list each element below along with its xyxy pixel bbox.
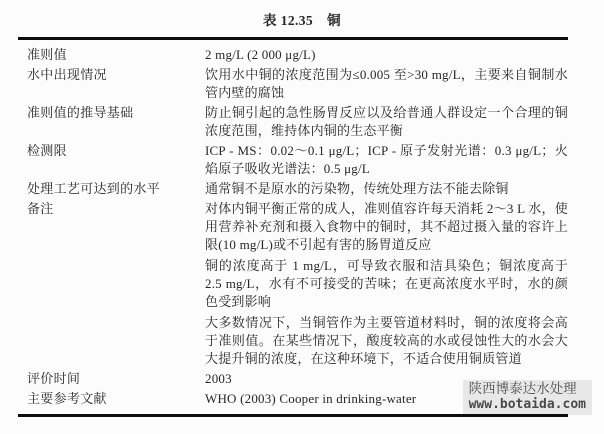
table-row-derivation-basis xyxy=(18,103,568,141)
table-row-detection-limit xyxy=(18,141,568,179)
table-row-assessment-date xyxy=(18,369,568,389)
row-label: 备注 xyxy=(27,201,54,216)
row-value xyxy=(205,200,568,368)
row-value-text: 饮用水中铜的浓度范围为≤0.005 至>30 mg/L，主要来自铜制水管内壁的腐蚀 xyxy=(205,67,568,100)
table-row-main-reference xyxy=(18,389,568,409)
table-row-guideline-value xyxy=(18,45,568,65)
table-row-remarks xyxy=(18,199,568,369)
row-label: 准则值的推导基础 xyxy=(27,105,134,120)
row-label: 水中出现情况 xyxy=(27,67,107,82)
row-value-text: 防止铜引起的急性肠胃反应以及给普通人群设定一个合理的铜浓度范围，维持体内铜的生态平衡 xyxy=(205,105,568,138)
row-label: 评价时间 xyxy=(27,371,81,386)
table-row-occurrence xyxy=(18,65,568,103)
row-value-text: ICP - MS：0.02～0.1 μg/L；ICP - 原子发射光谱：0.3 μg/L；火焰原子吸收光谱法：0.5 μg/L xyxy=(205,143,568,176)
row-value: 2003 xyxy=(205,371,232,386)
table-title-subject: 铜 xyxy=(327,13,341,28)
table-title xyxy=(0,9,604,29)
row-value xyxy=(205,142,568,178)
row-value xyxy=(205,66,568,102)
table-container xyxy=(0,9,604,417)
guideline-table xyxy=(18,37,568,417)
row-value: WHO (2003) Cooper in drinking-water xyxy=(205,391,417,406)
row-label: 处理工艺可达到的水平 xyxy=(27,181,161,196)
table-row-treatment-level xyxy=(18,179,568,199)
row-value: 2 mg/L (2 000 μg/L) xyxy=(205,47,316,62)
row-label: 检测限 xyxy=(27,143,67,158)
row-label: 主要参考文献 xyxy=(27,391,107,406)
row-value: 通常铜不是原水的污染物，传统处理方法不能去除铜 xyxy=(205,181,509,196)
watermark-website: www.botaida.com xyxy=(468,397,586,412)
remarks-paragraph: 大多数情况下，当铜管作为主要管道材料时，铜的浓度将会高于准则值。在某些情况下，酸度较高的水或侵蚀性大的水会大大提升铜的浓度，在这种环境下，不适合使用铜质管道 xyxy=(205,315,568,366)
document-page xyxy=(0,9,604,434)
row-value xyxy=(205,104,568,140)
watermark-company: 陕西博泰达水处理 xyxy=(468,381,577,397)
remarks-paragraph: 铜的浓度高于 1 mg/L，可导致衣服和洁具染色；铜浓度高于 2.5 mg/L，水有不可接受的苦味；在更高浓度水平时，水的颜色受到影响 xyxy=(205,258,568,309)
remarks-paragraph: 对体内铜平衡正常的成人，准则值容许每天消耗 2～3 L 水，使用营养补充剂和摄入食物中的铜时，其不超过摄入量的容许上限(10 mg/L)或不引起有害的肠胃道反应 xyxy=(205,201,568,252)
table-title-number: 表 12.35 xyxy=(263,13,314,28)
row-label: 准则值 xyxy=(27,47,67,62)
